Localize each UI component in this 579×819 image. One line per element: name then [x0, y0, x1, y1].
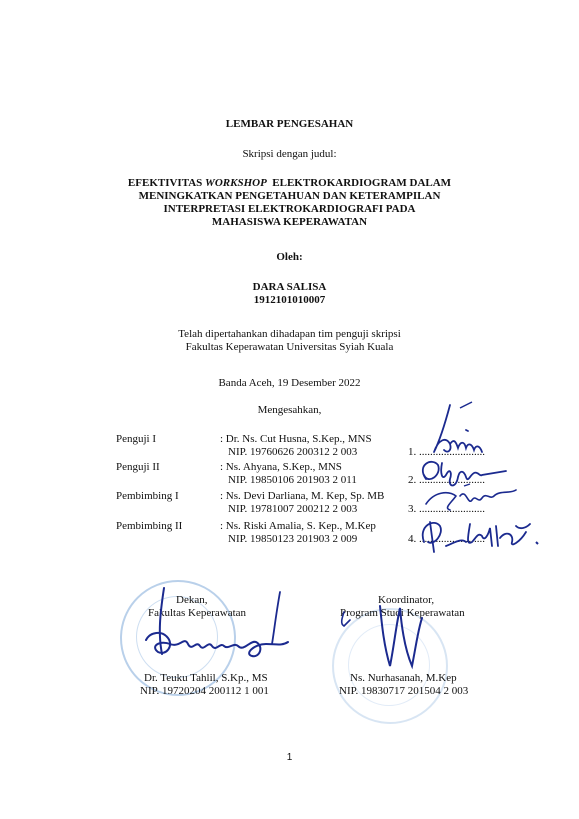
- examiner-nip: NIP. 19760626 200312 2 003: [228, 446, 358, 458]
- dean-title: Dekan,: [176, 594, 208, 606]
- author-id: 1912101010007: [253, 294, 326, 306]
- examiner-role: Penguji II: [116, 461, 160, 473]
- examiner-name: : Dr. Ns. Cut Husna, S.Kep., MNS: [220, 433, 372, 445]
- coordinator-name: Ns. Nurhasanah, M.Kep: [350, 672, 457, 684]
- signature-examiner-1: [420, 400, 490, 462]
- examiner-role: Penguji I: [116, 433, 157, 445]
- thesis-title-line-1: [0, 177, 579, 190]
- signature-line: 4. ........................: [408, 533, 485, 545]
- examiner-role: Pembimbing II: [116, 520, 183, 532]
- defended-line-2: Fakultas Keperawatan Universitas Syiah Kuala: [185, 341, 394, 353]
- page-number: 1: [286, 752, 293, 763]
- dean-unit: Fakultas Keperawatan: [148, 607, 247, 619]
- signature-line: 1. ........................: [408, 446, 485, 458]
- thesis-title-pre: EFEKTIVITAS: [127, 177, 206, 189]
- approved-label: Mengesahkan,: [257, 404, 322, 416]
- examiner-name: : Ns. Riski Amalia, S. Kep., M.Kep: [220, 520, 376, 532]
- thesis-title-line-4: MAHASISWA KEPERAWATAN: [211, 216, 368, 228]
- signature-line: 3. ........................: [408, 503, 485, 515]
- thesis-title-line-3: INTERPRETASI ELEKTROKARDIOGRAFI PADA: [163, 203, 416, 215]
- by-label: Oleh:: [276, 251, 303, 263]
- signature-pembimbing-2: [416, 512, 546, 558]
- examiner-name: : Ns. Ahyana, S.Kep., MNS: [220, 461, 342, 473]
- coordinator-nip: NIP. 19830717 201504 2 003: [339, 685, 469, 697]
- subtitle: Skripsi dengan judul:: [242, 148, 337, 160]
- author-name: DARA SALISA: [252, 281, 327, 293]
- signature-line: 2. ........................: [408, 474, 485, 486]
- signature-dean: [140, 584, 300, 684]
- coordinator-title: Koordinator,: [378, 594, 435, 606]
- examiner-nip: NIP. 19781007 200212 2 003: [228, 503, 358, 515]
- place-date: Banda Aceh, 19 Desember 2022: [218, 377, 361, 389]
- examiner-name: : Ns. Devi Darliana, M. Kep, Sp. MB: [220, 490, 385, 502]
- examiner-role: Pembimbing I: [116, 490, 179, 502]
- signature-coordinator: [330, 596, 440, 682]
- thesis-title-line-2: MENINGKATKAN PENGETAHUAN DAN KETERAMPILAN: [138, 190, 441, 202]
- examiner-nip: NIP. 19850106 201903 2 011: [228, 474, 357, 486]
- dean-name: Dr. Teuku Tahlil, S.Kp., MS: [144, 672, 268, 684]
- document-title: LEMBAR PENGESAHAN: [225, 118, 354, 130]
- defended-line-1: Telah dipertahankan dihadapan tim penguji skripsi: [178, 328, 401, 340]
- thesis-title-italic: WORKSHOP: [205, 177, 267, 189]
- examiner-nip: NIP. 19850123 201903 2 009: [228, 533, 358, 545]
- thesis-title-post: ELEKTROKARDIOGRAM DALAM: [266, 177, 452, 189]
- dean-nip: NIP. 19720204 200112 1 001: [140, 685, 269, 697]
- coordinator-unit: Program Studi Keperawatan: [340, 607, 465, 619]
- signature-pembimbing-1: [420, 482, 520, 514]
